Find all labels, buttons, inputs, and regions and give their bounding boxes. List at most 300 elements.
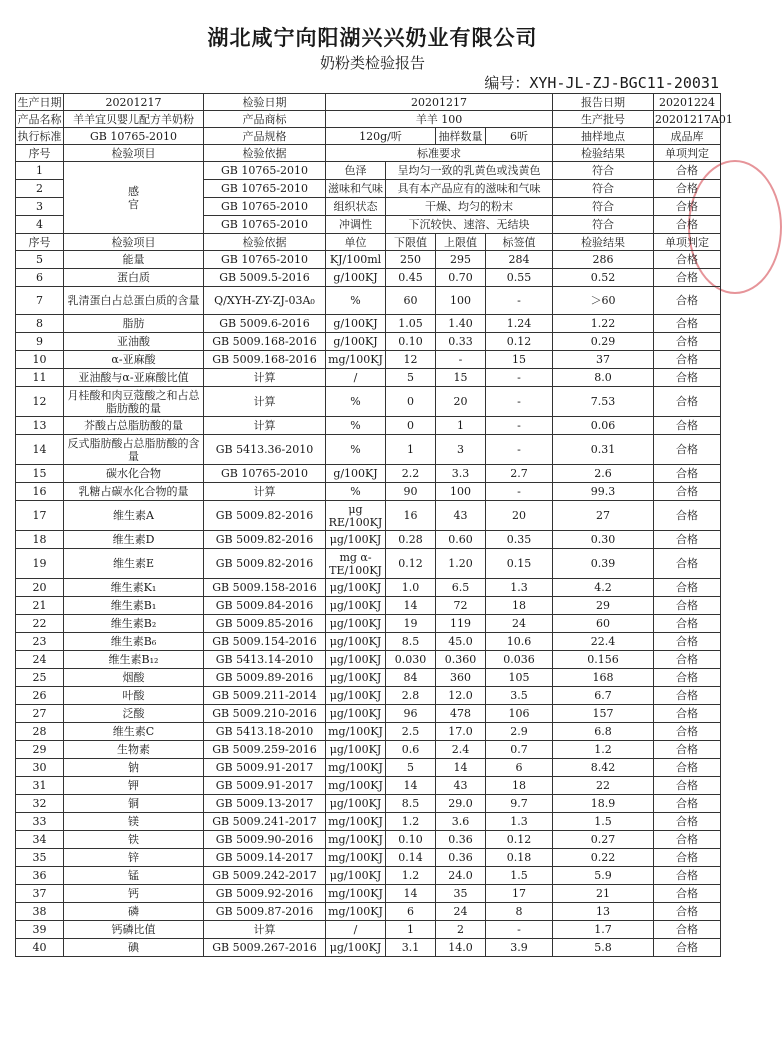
basis-cell: GB 5009.14-2017: [204, 849, 326, 867]
unit-cell: μg/100KJ: [326, 597, 386, 615]
unit-cell: μg/100KJ: [326, 669, 386, 687]
info-value: 120g/听: [326, 128, 436, 145]
result-cell: 1.5: [553, 813, 654, 831]
report-number: 编号：XYH-JL-ZJ-BGC11-20031: [484, 74, 719, 92]
verdict-cell: 合格: [654, 287, 721, 315]
verdict-cell: 合格: [654, 180, 721, 198]
row-number: 5: [16, 251, 64, 269]
basis-cell: GB 5009.154-2016: [204, 633, 326, 651]
upper-limit-cell: 360: [436, 669, 486, 687]
result-cell: 60: [553, 615, 654, 633]
verdict-cell: 合格: [654, 501, 721, 531]
unit-cell: %: [326, 483, 386, 501]
unit-cell: μg/100KJ: [326, 633, 386, 651]
result-cell: 8.42: [553, 759, 654, 777]
row-number: 3: [16, 198, 64, 216]
basis-cell: GB 5009.242-2017: [204, 867, 326, 885]
unit-cell: mg/100KJ: [326, 813, 386, 831]
basis-cell: GB 5009.82-2016: [204, 501, 326, 531]
label-value-cell: 18: [486, 597, 553, 615]
verdict-cell: 合格: [654, 687, 721, 705]
basis-cell: GB 10765-2010: [204, 216, 326, 234]
company-name: 湖北咸宁向阳湖兴兴奶业有限公司: [207, 26, 538, 50]
sensory-row: [16, 162, 721, 180]
basis-cell: GB 5009.82-2016: [204, 549, 326, 579]
unit-cell: μg/100KJ: [326, 615, 386, 633]
result-cell: 168: [553, 669, 654, 687]
upper-limit-cell: 12.0: [436, 687, 486, 705]
unit-cell: KJ/100ml: [326, 251, 386, 269]
verdict-cell: 合格: [654, 921, 721, 939]
upper-limit-cell: 24.0: [436, 867, 486, 885]
lower-limit-cell: 90: [386, 483, 436, 501]
lower-limit-cell: 1: [386, 921, 436, 939]
sensory-header-row: [16, 145, 721, 162]
info-row-1: [16, 94, 721, 111]
unit-cell: μg/100KJ: [326, 939, 386, 957]
item-cell: 泛酸: [64, 705, 204, 723]
basis-cell: GB 10765-2010: [204, 251, 326, 269]
attribute-cell: 滋味和气味: [326, 180, 386, 198]
label-value-cell: -: [486, 287, 553, 315]
item-cell: 叶酸: [64, 687, 204, 705]
item-cell: 维生素A: [64, 501, 204, 531]
upper-limit-cell: 14: [436, 759, 486, 777]
upper-limit-cell: 295: [436, 251, 486, 269]
basis-cell: GB 5009.158-2016: [204, 579, 326, 597]
lower-limit-cell: 5: [386, 759, 436, 777]
unit-cell: mg α-TE/100KJ: [326, 549, 386, 579]
upper-limit-cell: 45.0: [436, 633, 486, 651]
item-cell: 维生素K₁: [64, 579, 204, 597]
table-row: [16, 687, 721, 705]
table-row: [16, 669, 721, 687]
basis-cell: GB 5009.84-2016: [204, 597, 326, 615]
basis-cell: GB 5009.168-2016: [204, 333, 326, 351]
col-header: 检验依据: [204, 145, 326, 162]
result-cell: 0.52: [553, 269, 654, 287]
item-cell: 反式脂肪酸占总脂肪酸的含量: [64, 435, 204, 465]
upper-limit-cell: 35: [436, 885, 486, 903]
row-number: 10: [16, 351, 64, 369]
result-cell: 0.39: [553, 549, 654, 579]
lower-limit-cell: 16: [386, 501, 436, 531]
table-row: [16, 813, 721, 831]
row-number: 31: [16, 777, 64, 795]
row-number: 15: [16, 465, 64, 483]
verdict-cell: 合格: [654, 831, 721, 849]
item-cell: 维生素B₁₂: [64, 651, 204, 669]
lower-limit-cell: 1.0: [386, 579, 436, 597]
result-cell: 0.22: [553, 849, 654, 867]
item-cell: 亚油酸: [64, 333, 204, 351]
basis-cell: GB 5009.92-2016: [204, 885, 326, 903]
verdict-cell: 合格: [654, 615, 721, 633]
row-number: 13: [16, 417, 64, 435]
table-row: [16, 417, 721, 435]
upper-limit-cell: 0.33: [436, 333, 486, 351]
label-value-cell: 284: [486, 251, 553, 269]
verdict-cell: 合格: [654, 417, 721, 435]
label-value-cell: 17: [486, 885, 553, 903]
result-cell: 符合: [553, 180, 654, 198]
row-number: 22: [16, 615, 64, 633]
verdict-cell: 合格: [654, 269, 721, 287]
lower-limit-cell: 0: [386, 417, 436, 435]
row-number: 4: [16, 216, 64, 234]
row-number: 30: [16, 759, 64, 777]
unit-cell: /: [326, 921, 386, 939]
info-label: 生产日期: [17, 95, 62, 109]
upper-limit-cell: 43: [436, 777, 486, 795]
result-cell: 2.6: [553, 465, 654, 483]
result-cell: 21: [553, 885, 654, 903]
verdict-cell: 合格: [654, 251, 721, 269]
upper-limit-cell: 3.3: [436, 465, 486, 483]
row-number: 2: [16, 180, 64, 198]
label-value-cell: 10.6: [486, 633, 553, 651]
basis-cell: GB 5009.267-2016: [204, 939, 326, 957]
verdict-cell: 合格: [654, 597, 721, 615]
label-value-cell: 105: [486, 669, 553, 687]
unit-cell: g/100KJ: [326, 269, 386, 287]
result-cell: 5.9: [553, 867, 654, 885]
unit-cell: μg/100KJ: [326, 705, 386, 723]
item-cell: 能量: [64, 251, 204, 269]
col-header: 序号: [16, 234, 64, 251]
unit-cell: mg/100KJ: [326, 777, 386, 795]
requirement-cell: 下沉较快、速溶、无结块: [386, 216, 553, 234]
inspection-table: [15, 93, 733, 957]
result-cell: 157: [553, 705, 654, 723]
col-header: 单位: [326, 234, 386, 251]
item-cell: 维生素C: [64, 723, 204, 741]
item-cell: 脂肪: [64, 315, 204, 333]
basis-cell: GB 5009.89-2016: [204, 669, 326, 687]
basis-cell: GB 10765-2010: [204, 180, 326, 198]
lower-limit-cell: 0.45: [386, 269, 436, 287]
label-value-cell: 3.5: [486, 687, 553, 705]
row-number: 6: [16, 269, 64, 287]
lower-limit-cell: 2.8: [386, 687, 436, 705]
verdict-cell: 合格: [654, 849, 721, 867]
verdict-cell: 合格: [654, 741, 721, 759]
verdict-cell: 合格: [654, 351, 721, 369]
label-value-cell: -: [486, 417, 553, 435]
lower-limit-cell: 3.1: [386, 939, 436, 957]
report-title: 奶粉类检验报告: [319, 54, 425, 72]
table-row: [16, 921, 721, 939]
basis-cell: GB 5009.13-2017: [204, 795, 326, 813]
table-row: [16, 387, 721, 417]
label-value-cell: 18: [486, 777, 553, 795]
verdict-cell: 合格: [654, 939, 721, 957]
table-row: [16, 369, 721, 387]
unit-cell: %: [326, 387, 386, 417]
col-header: 检验项目: [64, 145, 204, 162]
label-value-cell: 0.55: [486, 269, 553, 287]
label-value-cell: -: [486, 387, 553, 417]
item-cell: 锰: [64, 867, 204, 885]
unit-cell: μg/100KJ: [326, 741, 386, 759]
label-value-cell: 1.3: [486, 813, 553, 831]
table-row: [16, 597, 721, 615]
lower-limit-cell: 0: [386, 387, 436, 417]
label-value-cell: 24: [486, 615, 553, 633]
requirement-cell: 干燥、均匀的粉末: [386, 198, 553, 216]
table-row: [16, 705, 721, 723]
lower-limit-cell: 0.10: [386, 831, 436, 849]
item-cell: 亚油酸与α-亚麻酸比值: [64, 369, 204, 387]
row-number: 38: [16, 903, 64, 921]
table-row: [16, 633, 721, 651]
lower-limit-cell: 250: [386, 251, 436, 269]
upper-limit-cell: 3: [436, 435, 486, 465]
attribute-cell: 组织状态: [326, 198, 386, 216]
row-number: 8: [16, 315, 64, 333]
lower-limit-cell: 0.030: [386, 651, 436, 669]
row-number: 9: [16, 333, 64, 351]
upper-limit-cell: 14.0: [436, 939, 486, 957]
info-row-3: [16, 128, 721, 145]
label-value-cell: 0.036: [486, 651, 553, 669]
item-cell: 维生素D: [64, 531, 204, 549]
upper-limit-cell: 72: [436, 597, 486, 615]
lower-limit-cell: 14: [386, 597, 436, 615]
upper-limit-cell: 119: [436, 615, 486, 633]
result-cell: 5.8: [553, 939, 654, 957]
label-value-cell: 1.3: [486, 579, 553, 597]
row-number: 34: [16, 831, 64, 849]
items-header-row: [16, 234, 721, 251]
unit-cell: μg/100KJ: [326, 579, 386, 597]
label-value-cell: 15: [486, 351, 553, 369]
col-header: 下限值: [386, 234, 436, 251]
verdict-cell: 合格: [654, 723, 721, 741]
unit-cell: μg RE/100KJ: [326, 501, 386, 531]
item-cell: 维生素E: [64, 549, 204, 579]
upper-limit-cell: 29.0: [436, 795, 486, 813]
info-label: 产品名称: [17, 112, 62, 126]
lower-limit-cell: 2.5: [386, 723, 436, 741]
row-number: 25: [16, 669, 64, 687]
upper-limit-cell: 6.5: [436, 579, 486, 597]
result-cell: 符合: [553, 216, 654, 234]
verdict-cell: 合格: [654, 777, 721, 795]
upper-limit-cell: -: [436, 351, 486, 369]
col-header: 序号: [16, 145, 64, 162]
result-cell: 29: [553, 597, 654, 615]
lower-limit-cell: 0.10: [386, 333, 436, 351]
unit-cell: g/100KJ: [326, 465, 386, 483]
unit-cell: mg/100KJ: [326, 723, 386, 741]
result-cell: 1.7: [553, 921, 654, 939]
upper-limit-cell: 0.36: [436, 849, 486, 867]
row-number: 40: [16, 939, 64, 957]
col-header: 标准要求: [326, 145, 553, 162]
result-cell: 符合: [553, 198, 654, 216]
item-cell: 月桂酸和肉豆蔻酸之和占总脂肪酸的量: [64, 387, 204, 417]
result-cell: 1.22: [553, 315, 654, 333]
basis-cell: 计算: [204, 417, 326, 435]
verdict-cell: 合格: [654, 579, 721, 597]
basis-cell: GB 5009.241-2017: [204, 813, 326, 831]
lower-limit-cell: 60: [386, 287, 436, 315]
info-row-2: [16, 111, 721, 128]
basis-cell: 计算: [204, 483, 326, 501]
info-value: 20201217: [326, 94, 553, 111]
result-cell: 286: [553, 251, 654, 269]
lower-limit-cell: 0.6: [386, 741, 436, 759]
upper-limit-cell: 15: [436, 369, 486, 387]
verdict-cell: 合格: [654, 216, 721, 234]
upper-limit-cell: 478: [436, 705, 486, 723]
row-number: 23: [16, 633, 64, 651]
label-value-cell: 2.7: [486, 465, 553, 483]
attribute-cell: 冲调性: [326, 216, 386, 234]
upper-limit-cell: 0.60: [436, 531, 486, 549]
label-value-cell: 20: [486, 501, 553, 531]
item-cell: 镁: [64, 813, 204, 831]
table-row: [16, 615, 721, 633]
label-value-cell: -: [486, 435, 553, 465]
verdict-cell: 合格: [654, 885, 721, 903]
verdict-cell: 合格: [654, 549, 721, 579]
basis-cell: GB 10765-2010: [204, 198, 326, 216]
lower-limit-cell: 0.14: [386, 849, 436, 867]
basis-cell: GB 5413.14-2010: [204, 651, 326, 669]
row-number: 7: [16, 287, 64, 315]
row-number: 27: [16, 705, 64, 723]
result-cell: 0.27: [553, 831, 654, 849]
row-number: 12: [16, 387, 64, 417]
table-row: [16, 287, 721, 315]
verdict-cell: 合格: [654, 867, 721, 885]
info-value: 20201217: [64, 94, 204, 111]
requirement-cell: 具有本产品应有的滋味和气味: [386, 180, 553, 198]
upper-limit-cell: 2.4: [436, 741, 486, 759]
row-number: 16: [16, 483, 64, 501]
result-cell: 13: [553, 903, 654, 921]
label-value-cell: 6: [486, 759, 553, 777]
row-number: 11: [16, 369, 64, 387]
lower-limit-cell: 0.28: [386, 531, 436, 549]
basis-cell: Q/XYH-ZY-ZJ-03A₀: [204, 287, 326, 315]
row-number: 26: [16, 687, 64, 705]
result-cell: 0.30: [553, 531, 654, 549]
lower-limit-cell: 14: [386, 777, 436, 795]
result-cell: 37: [553, 351, 654, 369]
info-value: 20201224: [654, 94, 721, 111]
basis-cell: GB 5009.5-2016: [204, 269, 326, 287]
result-cell: 0.156: [553, 651, 654, 669]
item-cell: 烟酸: [64, 669, 204, 687]
verdict-cell: 合格: [654, 162, 721, 180]
unit-cell: g/100KJ: [326, 333, 386, 351]
verdict-cell: 合格: [654, 531, 721, 549]
unit-cell: %: [326, 435, 386, 465]
verdict-cell: 合格: [654, 198, 721, 216]
table-row: [16, 795, 721, 813]
item-cell: 碳水化合物: [64, 465, 204, 483]
verdict-cell: 合格: [654, 633, 721, 651]
row-number: 19: [16, 549, 64, 579]
table-row: [16, 269, 721, 287]
lower-limit-cell: 1.2: [386, 867, 436, 885]
row-number: 18: [16, 531, 64, 549]
result-cell: 1.2: [553, 741, 654, 759]
basis-cell: GB 5009.87-2016: [204, 903, 326, 921]
info-value: 20201217A01: [655, 112, 733, 126]
item-cell: 碘: [64, 939, 204, 957]
label-value-cell: -: [486, 921, 553, 939]
unit-cell: μg/100KJ: [326, 687, 386, 705]
table-row: [16, 531, 721, 549]
lower-limit-cell: 8.5: [386, 633, 436, 651]
item-cell: 乳糖占碳水化合物的量: [64, 483, 204, 501]
basis-cell: GB 5009.85-2016: [204, 615, 326, 633]
table-row: [16, 483, 721, 501]
basis-cell: GB 10765-2010: [204, 162, 326, 180]
basis-cell: GB 5009.210-2016: [204, 705, 326, 723]
basis-cell: 计算: [204, 921, 326, 939]
basis-cell: 计算: [204, 369, 326, 387]
unit-cell: mg/100KJ: [326, 759, 386, 777]
sensory-group-label: 感 官: [64, 162, 204, 234]
table-row: [16, 549, 721, 579]
item-cell: 维生素B₆: [64, 633, 204, 651]
item-cell: 钾: [64, 777, 204, 795]
unit-cell: mg/100KJ: [326, 885, 386, 903]
info-value: 羊羊 100: [326, 111, 553, 128]
row-number: 14: [16, 435, 64, 465]
row-number: 20: [16, 579, 64, 597]
upper-limit-cell: 0.70: [436, 269, 486, 287]
item-cell: 钙磷比值: [64, 921, 204, 939]
lower-limit-cell: 19: [386, 615, 436, 633]
verdict-cell: 合格: [654, 759, 721, 777]
label-value-cell: 0.35: [486, 531, 553, 549]
row-number: 28: [16, 723, 64, 741]
item-cell: 锌: [64, 849, 204, 867]
unit-cell: mg/100KJ: [326, 351, 386, 369]
col-header: 单项判定: [654, 145, 721, 162]
label-value-cell: 2.9: [486, 723, 553, 741]
table-row: [16, 315, 721, 333]
verdict-cell: 合格: [654, 387, 721, 417]
item-cell: 铜: [64, 795, 204, 813]
lower-limit-cell: 5: [386, 369, 436, 387]
info-label: 报告日期: [553, 94, 654, 111]
item-cell: 生物素: [64, 741, 204, 759]
item-cell: 维生素B₂: [64, 615, 204, 633]
basis-cell: GB 5009.211-2014: [204, 687, 326, 705]
item-cell: α-亚麻酸: [64, 351, 204, 369]
unit-cell: mg/100KJ: [326, 903, 386, 921]
label-value-cell: 3.9: [486, 939, 553, 957]
basis-cell: GB 5009.91-2017: [204, 759, 326, 777]
label-value-cell: -: [486, 369, 553, 387]
upper-limit-cell: 1.20: [436, 549, 486, 579]
upper-limit-cell: 43: [436, 501, 486, 531]
table-row: [16, 251, 721, 269]
label-value-cell: 0.18: [486, 849, 553, 867]
row-number: 37: [16, 885, 64, 903]
result-cell: 4.2: [553, 579, 654, 597]
info-label: 抽样地点: [553, 128, 654, 145]
attribute-cell: 色泽: [326, 162, 386, 180]
table-row: [16, 831, 721, 849]
